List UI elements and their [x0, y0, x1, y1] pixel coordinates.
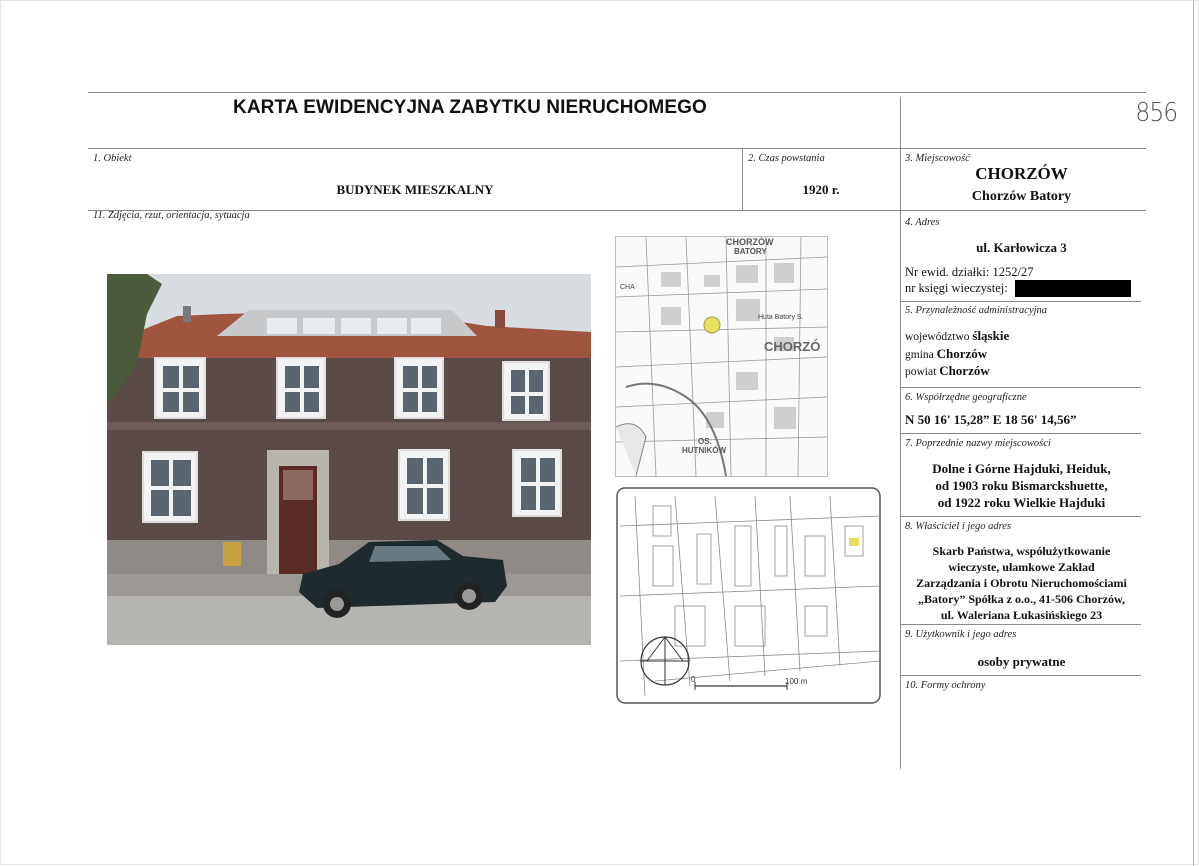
label-uzytkownik: 9. Użytkownik i jego adres [905, 629, 1017, 640]
map1-label-top2: BATORY [734, 247, 767, 256]
value-poprzednie-2: od 1903 roku Bismarckshuette, [935, 478, 1108, 493]
location-map-image [616, 237, 827, 476]
value-powiat: Chorzów [939, 363, 990, 378]
location-map [615, 236, 828, 477]
building-photo [107, 274, 591, 645]
map1-label-hut: HUTNIKÓW [682, 446, 726, 455]
value-uzytkownik: osoby prywatne [977, 654, 1066, 669]
value-poprzednie-3: od 1922 roku Wielkie Hajduki [937, 495, 1106, 510]
rule-poprz-bottom [900, 516, 1141, 517]
row-gmina [905, 346, 987, 362]
value-wlasciciel-3: Zarządzania i Obrotu Nieruchomościami [916, 576, 1127, 590]
rule-wsp-bottom [900, 433, 1141, 434]
value-wspolrzedne: N 50 16' 15,28” E 18 56' 14,56” [905, 412, 1077, 427]
label-wspolrzedne: 6. Współrzędne geograficzne [905, 392, 1027, 403]
value-wlasciciel-5: ul. Waleriana Łukasińskiego 23 [940, 608, 1103, 622]
header-bottom-rule [88, 148, 1146, 149]
map2-scale-end: 100 m [785, 677, 808, 686]
prefix-gmina: gmina [905, 349, 934, 361]
value-gmina: Chorzów [936, 346, 988, 361]
value-obiekt: BUDYNEK MIESZKALNY [336, 182, 494, 197]
right-edge-line [1193, 1, 1194, 866]
value-dzialka: Nr ewid. działki: 1252/27 [905, 265, 1034, 279]
label-miejscowosc: 3. Miejscowość [905, 153, 970, 164]
value-adres: ul. Karłowicza 3 [976, 240, 1067, 255]
col-divider-obiekt [742, 148, 743, 210]
building-photo-image [107, 274, 591, 645]
label-poprzednie: 7. Poprzednie nazwy miejscowości [905, 438, 1051, 449]
value-wojewodztwo: śląskie [972, 328, 1010, 343]
map1-label-city: CHORZÓ [764, 339, 821, 354]
row-powiat [905, 363, 990, 379]
label-obiekt: 1. Obiekt [93, 153, 132, 164]
value-wlasciciel-4: „Batory” Spółka z o.o., 41-506 Chorzów, [918, 592, 1125, 606]
map2-scale-zero: 0 [691, 675, 696, 684]
value-wlasciciel-2: wieczyste, ułamkowe Zakład [948, 560, 1095, 574]
label-wlasciciel: 8. Właściciel i jego adres [905, 521, 1012, 532]
label-czas: 2. Czas powstania [748, 153, 825, 164]
value-wlasciciel-1: Skarb Państwa, współużytkowanie [932, 544, 1111, 558]
rule-uzyt-bottom [900, 675, 1141, 676]
prefix-wojewodztwo: województwo [905, 331, 970, 343]
map1-label-top: CHORZÓW [726, 237, 774, 247]
value-miejscowosc-sub: Chorzów Batory [971, 189, 1072, 204]
prefix-powiat: powiat [905, 366, 937, 378]
label-adres: 4. Adres [905, 217, 940, 228]
rule-adres-bottom [900, 301, 1141, 302]
label-zdjecia: 11. Zdjęcia, rzut, orientacja, sytuacja [93, 210, 250, 221]
label-formy: 10. Formy ochrony [905, 680, 986, 691]
map1-label-os: OS. [698, 437, 712, 446]
redacted-ksiega-number [1015, 280, 1131, 297]
map1-label-cha: CHA [620, 284, 635, 291]
row-wojewodztwo [905, 328, 1009, 344]
document-title: KARTA EWIDENCYJNA ZABYTKU NIERUCHOMEGO [233, 97, 707, 118]
rule-przyn-bottom [900, 387, 1141, 388]
value-miejscowosc: CHORZÓW [975, 164, 1068, 183]
value-ksiega: nr księgi wieczystej: [905, 281, 1008, 295]
rule-wlasc-bottom [900, 624, 1141, 625]
cadastral-map-image [615, 486, 882, 705]
value-czas: 1920 r. [802, 182, 840, 197]
cadastral-map [615, 486, 882, 705]
handwritten-number: 856 [1135, 98, 1178, 128]
top-rule [88, 92, 1146, 93]
label-przynaleznosc: 5. Przynależność administracyjna [905, 305, 1048, 316]
value-poprzednie-1: Dolne i Górne Hajduki, Heiduk, [932, 461, 1111, 476]
map1-label-huta: Huta Batory S. [758, 314, 804, 321]
